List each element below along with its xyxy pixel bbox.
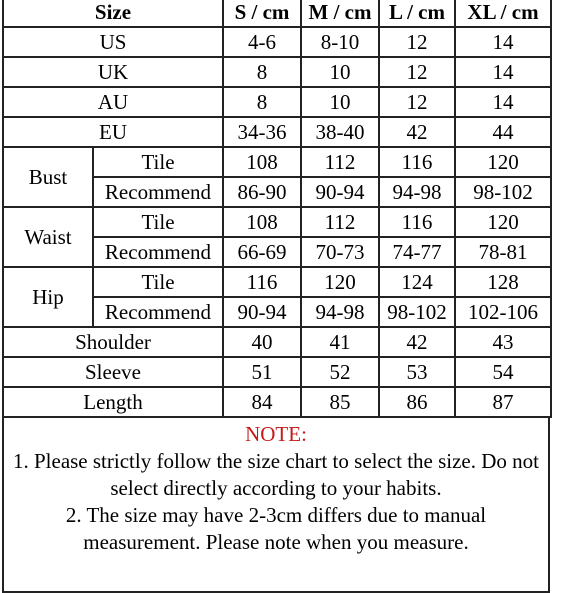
cell-xl: 78-81	[455, 237, 551, 267]
cell-xl: 14	[455, 27, 551, 57]
cell-m: 52	[301, 357, 379, 387]
cell-xl: 128	[455, 267, 551, 297]
cell-s: 8	[223, 57, 301, 87]
cell-l: 116	[379, 147, 455, 177]
cell-m: 10	[301, 57, 379, 87]
cell-m: 10	[301, 87, 379, 117]
cell-xl: 102-106	[455, 297, 551, 327]
note-line-1: 1. Please strictly follow the size chart to select the size. Do not select directly according to your habits.	[12, 449, 539, 500]
sub-label: Tile	[93, 267, 223, 297]
cell-s: 34-36	[223, 117, 301, 147]
note-title: NOTE:	[245, 422, 307, 446]
group-label-waist: Waist	[3, 207, 93, 267]
cell-s: 66-69	[223, 237, 301, 267]
cell-l: 53	[379, 357, 455, 387]
size-chart	[2, 0, 550, 593]
header-size: Size	[3, 0, 223, 27]
row-us	[3, 27, 551, 57]
cell-m: 112	[301, 207, 379, 237]
cell-l: 12	[379, 87, 455, 117]
row-waist-tile	[3, 207, 551, 237]
cell-xl: 43	[455, 327, 551, 357]
cell-s: 4-6	[223, 27, 301, 57]
row-bust-tile	[3, 147, 551, 177]
group-label-bust: Bust	[3, 147, 93, 207]
row-label: UK	[3, 57, 223, 87]
cell-l: 12	[379, 27, 455, 57]
cell-s: 8	[223, 87, 301, 117]
row-shoulder	[3, 327, 551, 357]
header-row	[3, 0, 551, 27]
sub-label: Tile	[93, 147, 223, 177]
cell-l: 74-77	[379, 237, 455, 267]
cell-s: 86-90	[223, 177, 301, 207]
cell-m: 94-98	[301, 297, 379, 327]
cell-l: 98-102	[379, 297, 455, 327]
row-label: Length	[3, 387, 223, 417]
row-length	[3, 387, 551, 417]
cell-m: 38-40	[301, 117, 379, 147]
cell-xl: 14	[455, 57, 551, 87]
cell-m: 41	[301, 327, 379, 357]
cell-xl: 87	[455, 387, 551, 417]
header-xl: XL / cm	[455, 0, 551, 27]
cell-s: 84	[223, 387, 301, 417]
row-sleeve	[3, 357, 551, 387]
cell-xl: 120	[455, 147, 551, 177]
size-table	[2, 0, 552, 418]
row-eu	[3, 117, 551, 147]
cell-l: 124	[379, 267, 455, 297]
cell-xl: 54	[455, 357, 551, 387]
row-label: Shoulder	[3, 327, 223, 357]
group-label-hip: Hip	[3, 267, 93, 327]
cell-l: 12	[379, 57, 455, 87]
cell-xl: 120	[455, 207, 551, 237]
cell-l: 42	[379, 327, 455, 357]
sub-label: Recommend	[93, 297, 223, 327]
cell-s: 108	[223, 147, 301, 177]
header-m: M / cm	[301, 0, 379, 27]
sub-label: Tile	[93, 207, 223, 237]
cell-m: 120	[301, 267, 379, 297]
cell-m: 8-10	[301, 27, 379, 57]
sub-label: Recommend	[93, 177, 223, 207]
row-hip-tile	[3, 267, 551, 297]
cell-xl: 98-102	[455, 177, 551, 207]
cell-s: 116	[223, 267, 301, 297]
cell-m: 112	[301, 147, 379, 177]
cell-s: 90-94	[223, 297, 301, 327]
note-box	[2, 418, 550, 593]
cell-xl: 44	[455, 117, 551, 147]
header-l: L / cm	[379, 0, 455, 27]
cell-l: 86	[379, 387, 455, 417]
cell-m: 90-94	[301, 177, 379, 207]
row-uk	[3, 57, 551, 87]
cell-m: 70-73	[301, 237, 379, 267]
header-s: S / cm	[223, 0, 301, 27]
cell-m: 85	[301, 387, 379, 417]
note-line-2: 2. The size may have 2-3cm differs due to manual measurement. Please note when you measure.	[65, 503, 487, 554]
sub-label: Recommend	[93, 237, 223, 267]
row-label: EU	[3, 117, 223, 147]
cell-s: 51	[223, 357, 301, 387]
cell-xl: 14	[455, 87, 551, 117]
row-au	[3, 87, 551, 117]
cell-s: 40	[223, 327, 301, 357]
row-label: AU	[3, 87, 223, 117]
row-label: Sleeve	[3, 357, 223, 387]
cell-l: 42	[379, 117, 455, 147]
row-label: US	[3, 27, 223, 57]
cell-l: 116	[379, 207, 455, 237]
cell-l: 94-98	[379, 177, 455, 207]
cell-s: 108	[223, 207, 301, 237]
